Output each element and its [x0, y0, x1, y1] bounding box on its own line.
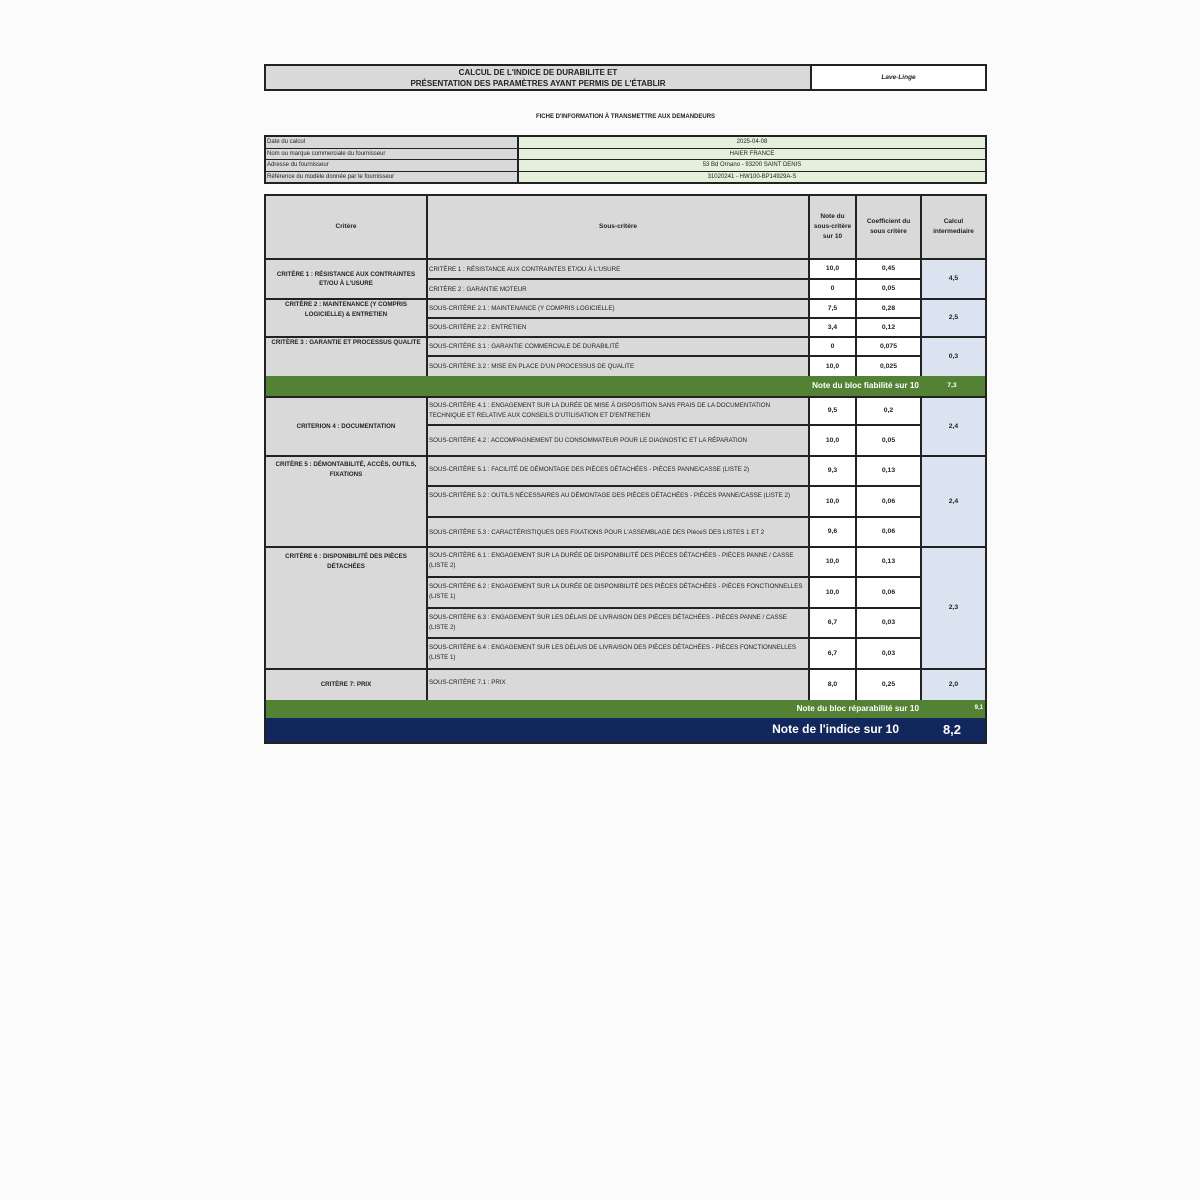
- note-cell: 10,0: [810, 487, 857, 518]
- calc-cell: 2,4: [922, 457, 985, 548]
- note-cell: 6,7: [810, 609, 857, 639]
- indice-label: Note de l'indice sur 10: [772, 722, 899, 737]
- fiabilite-value: 7,3: [947, 382, 957, 390]
- coef-cell: 0,075: [857, 338, 922, 357]
- note-cell: 9,6: [810, 518, 857, 548]
- info-row: [266, 172, 985, 183]
- calc-cell: 4,5: [922, 260, 985, 300]
- coef-cell: 0,03: [857, 609, 922, 639]
- info-row: [266, 149, 985, 161]
- info-label: Nom ou marque commerciale du fournisseur: [266, 149, 519, 160]
- product-type: Lave-Linge: [812, 66, 985, 89]
- coef-cell: 0,2: [857, 396, 922, 426]
- calc-cell: 2,4: [922, 396, 985, 457]
- note-cell: 10,0: [810, 260, 857, 280]
- coef-cell: 0,06: [857, 518, 922, 548]
- fiabilite-label: Note du bloc fiabilité sur 10: [812, 381, 919, 391]
- column-header-calc: Calcul intermediaire: [922, 196, 985, 260]
- criterion-5: CRITÈRE 5 : DÉMONTABILITÉ, ACCÈS, OUTILS, FIXATIONS: [266, 457, 428, 548]
- note-cell: 9,5: [810, 396, 857, 426]
- subcriterion-5-2: SOUS-CRITÈRE 5.2 : OUTILS NÉCESSAIRES AU DÉMONTAGE DES PIÈCES DÉTACHÉES - PIÈCES PANNE/CASSE (LISTE 2): [428, 487, 810, 518]
- coef-cell: 0,13: [857, 548, 922, 578]
- subcriterion-6-3: SOUS-CRITÈRE 6.3 : ENGAGEMENT SUR LES DÉLAIS DE LIVRAISON DES PIÈCES DÉTACHÉES - PIÈCES PANNE / CASSE (LISTE 2): [428, 609, 810, 639]
- sheet-title-line2: PRÉSENTATION DES PARAMÈTRES AYANT PERMIS DE L'ÉTABLIR: [410, 78, 666, 88]
- subcriterion-4-1: SOUS-CRITÈRE 4.1 : ENGAGEMENT SUR LA DURÉE DE MISE À DISPOSITION SANS FRAIS DE LA DOCUMENTATION TECHNIQUE ET RELATIVE AUX CONSEILS D'UTILISATION ET D'ENTRETIEN: [428, 396, 810, 426]
- sheet-header: [264, 64, 987, 91]
- subcriterion-3-2: SOUS-CRITÈRE 3.2 : MISE EN PLACE D'UN PROCESSUS DE QUALITE: [428, 357, 810, 376]
- criteria-table: [264, 194, 987, 744]
- subcriterion-6-4: SOUS-CRITÈRE 6.4 : ENGAGEMENT SUR LES DÉLAIS DE LIVRAISON DES PIÈCES DÉTACHÉES - PIÈCES FONCTIONNELLES (LISTE 1): [428, 639, 810, 670]
- info-label: Date du calcul: [266, 137, 519, 148]
- criterion-6: CRITÈRE 6 : DISPONIBILITÉ DES PIÈCES DÉTACHÉES: [266, 548, 428, 670]
- calc-cell: 2,3: [922, 548, 985, 670]
- info-row: [266, 137, 985, 149]
- coef-cell: 0,03: [857, 639, 922, 670]
- coef-cell: 0,25: [857, 670, 922, 700]
- subcriterion-2-2: SOUS-CRITÈRE 2.2 : ENTRETIEN: [428, 319, 810, 338]
- coef-cell: 0,06: [857, 487, 922, 518]
- durability-sheet: [264, 64, 987, 744]
- info-label: Adresse du fournisseur: [266, 160, 519, 171]
- info-value: 2025-04-08: [519, 137, 985, 148]
- coef-cell: 0,12: [857, 319, 922, 338]
- subcriterion-2-1: SOUS-CRITÈRE 2.1 : MAINTENANCE (Y COMPRIS LOGICIELLE): [428, 300, 810, 319]
- coef-cell: 0,025: [857, 357, 922, 376]
- subcriterion-3-1: SOUS-CRITÈRE 3.1 : GARANTIE COMMERCIALE DE DURABILITÉ: [428, 338, 810, 357]
- coef-cell: 0,28: [857, 300, 922, 319]
- subcriterion-1-2: CRITÈRE 2 : GARANTIE MOTEUR: [428, 280, 810, 300]
- calc-cell: 0,3: [922, 338, 985, 376]
- coef-cell: 0,13: [857, 457, 922, 487]
- note-cell: 8,0: [810, 670, 857, 700]
- info-value: HAIER FRANCE: [519, 149, 985, 160]
- sheet-subtitle: FICHE D'INFORMATION À TRANSMETTRE AUX DEMANDEURS: [535, 114, 716, 120]
- note-cell: 10,0: [810, 578, 857, 609]
- criterion-4: CRITERION 4 : DOCUMENTATION: [266, 396, 428, 457]
- info-label: Référence du modèle donnée par le fournisseur: [266, 172, 519, 183]
- coef-cell: 0,05: [857, 426, 922, 457]
- subcriterion-6-1: SOUS-CRITÈRE 6.1 : ENGAGEMENT SUR LA DURÉE DE DISPONIBILITÉ DES PIÈCES DÉTACHÉES - PIÈCES PANNE / CASSE (LISTE 2): [428, 548, 810, 578]
- info-row: [266, 160, 985, 172]
- indice-value: 8,2: [942, 722, 962, 738]
- info-value: 31020241 - HW100-BP14929A-S: [519, 172, 985, 183]
- note-cell: 0: [810, 338, 857, 357]
- subcriterion-7-1: SOUS-CRITÈRE 7.1 : PRIX: [428, 670, 810, 700]
- note-cell: 7,5: [810, 300, 857, 319]
- reparabilite-value: 9,1: [974, 705, 983, 712]
- note-cell: 9,3: [810, 457, 857, 487]
- calc-cell: 2,5: [922, 300, 985, 338]
- subcriterion-5-1: SOUS-CRITÈRE 5.1 : FACILITÉ DE DÉMONTAGE DES PIÈCES DÉTACHÉES - PIÈCES PANNE/CASSE (LISTE 2): [428, 457, 810, 487]
- criterion-3: CRITÈRE 3 : GARANTIE ET PROCESSUS QUALITE: [266, 338, 428, 376]
- subcriterion-6-2: SOUS-CRITÈRE 6.2 : ENGAGEMENT SUR LA DURÉE DE DISPONIBILITÉ DES PIÈCES DÉTACHÉES - PIÈCES FONCTIONNELLES (LISTE 1): [428, 578, 810, 609]
- subcriterion-1-1: CRITÈRE 1 : RÉSISTANCE AUX CONTRAINTES ET/OU À L'USURE: [428, 260, 810, 280]
- info-value: 53 Bd Ornano - 93200 SAINT DENIS: [519, 160, 985, 171]
- column-header-critere: Critère: [266, 196, 428, 260]
- coef-cell: 0,06: [857, 578, 922, 609]
- note-cell: 3,4: [810, 319, 857, 338]
- sheet-title: [266, 66, 812, 89]
- coef-cell: 0,45: [857, 260, 922, 280]
- reparabilite-label: Note du bloc réparabilité sur 10: [796, 704, 919, 714]
- subcriterion-5-3: SOUS-CRITÈRE 5.3 : CARACTÉRISTIQUES DES FIXATIONS POUR L'ASSEMBLAGE DES PIèceS DES LISTES 1 ET 2: [428, 518, 810, 548]
- note-cell: 10,0: [810, 426, 857, 457]
- criterion-2: CRITÈRE 2 : MAINTENANCE (Y COMPRIS LOGICIELLE) & ENTRETIEN: [266, 300, 428, 338]
- fiabilite-score-bar: [266, 376, 985, 396]
- criterion-1: CRITÈRE 1 : RÉSISTANCE AUX CONTRAINTES ET/OU À L'USURE: [266, 260, 428, 300]
- column-header-sous-critere: Sous-critère: [428, 196, 810, 260]
- note-cell: 6,7: [810, 639, 857, 670]
- criterion-7: CRITÈRE 7: PRIX: [266, 670, 428, 700]
- subcriterion-4-2: SOUS-CRITÈRE 4.2 : ACCOMPAGNEMENT DU CONSOMMATEUR POUR LE DIAGNOSTIC ET LA RÉPARATION: [428, 426, 810, 457]
- column-header-coef: Coefficient du sous critère: [857, 196, 922, 260]
- indice-score-bar: [266, 718, 985, 742]
- reparabilite-score-bar: [266, 700, 985, 718]
- coef-cell: 0,05: [857, 280, 922, 300]
- sheet-title-line1: CALCUL DE L'INDICE DE DURABILITE ET: [458, 67, 618, 77]
- calc-cell: 2,0: [922, 670, 985, 700]
- note-cell: 10,0: [810, 357, 857, 376]
- note-cell: 0: [810, 280, 857, 300]
- info-table: [264, 135, 987, 184]
- column-header-note: Note du sous-critère sur 10: [810, 196, 857, 260]
- note-cell: 10,0: [810, 548, 857, 578]
